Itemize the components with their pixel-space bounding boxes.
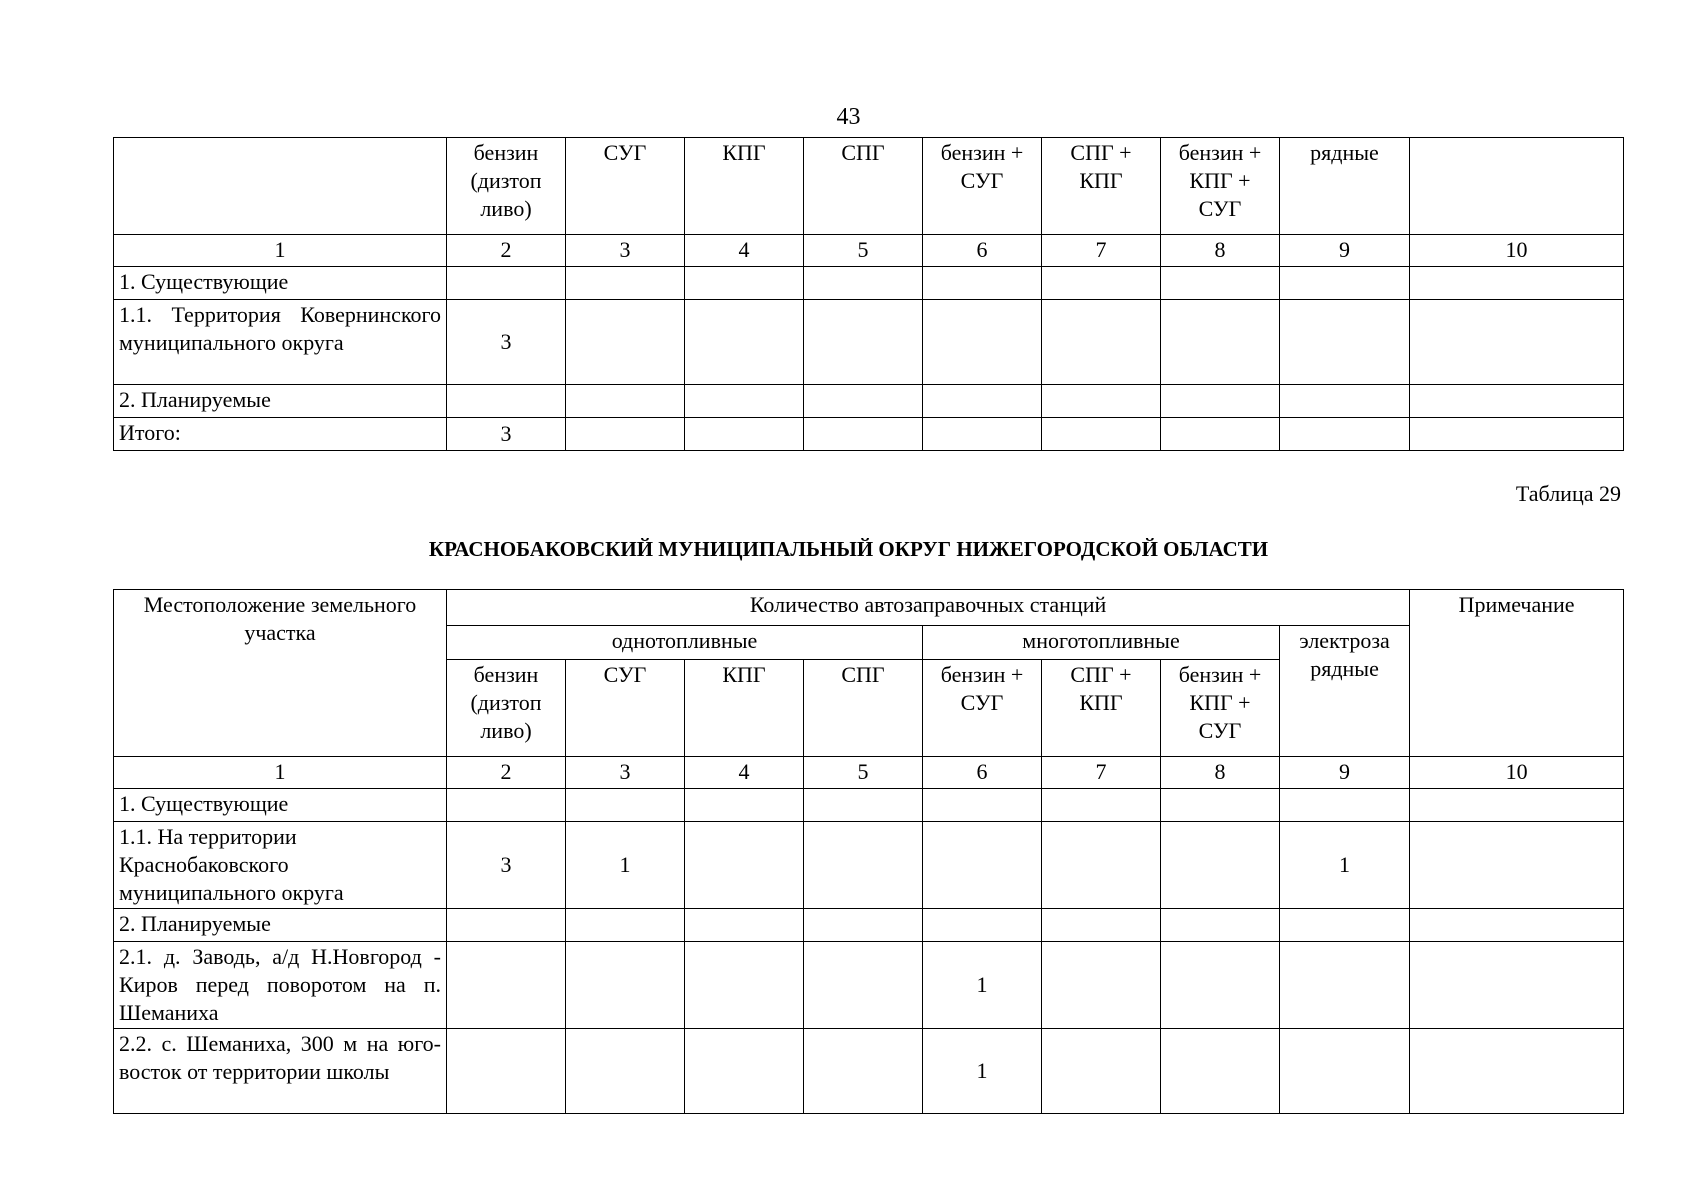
single-fuel-header: однотопливные — [447, 626, 923, 660]
table-cell — [1042, 1029, 1161, 1114]
table-cell — [685, 909, 804, 942]
column-number: 9 — [1280, 757, 1410, 789]
table-cell — [685, 300, 804, 385]
table-cell — [566, 1029, 685, 1114]
table-cell — [1042, 385, 1161, 418]
column-number: 3 — [566, 757, 685, 789]
fuel-type-header: бензин (дизтоп ливо) — [447, 660, 566, 757]
page-number: 43 — [836, 104, 861, 130]
header-cell — [1410, 138, 1624, 235]
table-cell — [804, 1029, 923, 1114]
table-cell — [566, 385, 685, 418]
table-cell — [566, 942, 685, 1029]
table-cell: 3 — [447, 300, 566, 385]
header-cell: СПГ + КПГ — [1042, 138, 1161, 235]
header-cell: КПГ — [685, 138, 804, 235]
table-cell — [1280, 909, 1410, 942]
table-cell — [1042, 909, 1161, 942]
table-cell — [923, 789, 1042, 822]
header-cell: СПГ — [804, 138, 923, 235]
location-header: Местоположение земельного участка — [114, 590, 447, 757]
table-cell — [685, 385, 804, 418]
column-number-row — [114, 757, 1624, 789]
table-cell — [1410, 1029, 1624, 1114]
table-cell — [685, 942, 804, 1029]
table-cell — [923, 418, 1042, 451]
table-cell: 1 — [923, 942, 1042, 1029]
table-cell — [566, 789, 685, 822]
row-label: 1.1. На территории Краснобаковского муниципального округа — [114, 822, 447, 909]
table-cell — [923, 909, 1042, 942]
fuel-type-header: СПГ — [804, 660, 923, 757]
column-number: 8 — [1161, 757, 1280, 789]
column-number: 4 — [685, 757, 804, 789]
fuel-type-header: бензин + СУГ — [923, 660, 1042, 757]
table-cell — [1280, 385, 1410, 418]
table-cell — [1161, 300, 1280, 385]
row-label: 1. Существующие — [114, 267, 447, 300]
column-number: 2 — [447, 235, 566, 267]
table-cell — [1161, 909, 1280, 942]
column-number: 3 — [566, 235, 685, 267]
count-header: Количество автозаправочных станций — [447, 590, 1410, 626]
fuel-type-header: СПГ + КПГ — [1042, 660, 1161, 757]
table-cell — [1410, 789, 1624, 822]
table-cell — [1042, 418, 1161, 451]
table-cell — [685, 1029, 804, 1114]
column-number: 2 — [447, 757, 566, 789]
row-label: 2.2. с. Шеманиха, 300 м на юго-восток от территории школы — [114, 1029, 447, 1114]
column-number: 10 — [1410, 235, 1624, 267]
table-cell: 1 — [566, 822, 685, 909]
table-cell — [447, 942, 566, 1029]
table-cell — [1410, 942, 1624, 1029]
column-number-row — [114, 235, 1624, 267]
table-cell: 1 — [923, 1029, 1042, 1114]
column-number: 5 — [804, 235, 923, 267]
table-cell — [685, 418, 804, 451]
table-cell — [1410, 418, 1624, 451]
table-cell — [566, 300, 685, 385]
table-cell — [566, 267, 685, 300]
table-cell: 1 — [1280, 822, 1410, 909]
table-row — [114, 942, 1624, 1029]
table-cell — [1280, 789, 1410, 822]
multi-fuel-header: многотопливные — [923, 626, 1280, 660]
table-row — [114, 909, 1624, 942]
table-cell — [685, 822, 804, 909]
table-row — [114, 267, 1624, 300]
table-cell — [804, 385, 923, 418]
note-header: Примечание — [1410, 590, 1624, 757]
table-row — [114, 789, 1624, 822]
table-cell — [1161, 822, 1280, 909]
row-label: 2. Планируемые — [114, 909, 447, 942]
table-cell — [1410, 267, 1624, 300]
table-cell — [1280, 300, 1410, 385]
column-number: 4 — [685, 235, 804, 267]
table-cell — [804, 822, 923, 909]
table-row — [114, 822, 1624, 909]
table-row — [114, 1029, 1624, 1114]
table-cell — [804, 942, 923, 1029]
table-cell — [1161, 942, 1280, 1029]
table-cell — [1410, 385, 1624, 418]
column-number: 9 — [1280, 235, 1410, 267]
table-cell — [685, 267, 804, 300]
header-cell: бензин (дизтоп ливо) — [447, 138, 566, 235]
table-cell — [447, 1029, 566, 1114]
table-cell — [1042, 267, 1161, 300]
fuel-type-header: СУГ — [566, 660, 685, 757]
table-cell — [1161, 385, 1280, 418]
table-cell — [685, 789, 804, 822]
table-cell — [1280, 418, 1410, 451]
column-number: 1 — [114, 235, 447, 267]
fuel-type-header: бензин + КПГ + СУГ — [1161, 660, 1280, 757]
header-cell: рядные — [1280, 138, 1410, 235]
table-cell — [1280, 267, 1410, 300]
table-cell — [1042, 822, 1161, 909]
header-row — [114, 138, 1624, 235]
table-cell — [1042, 789, 1161, 822]
table-cell — [1161, 789, 1280, 822]
gas-station-table-continued — [113, 137, 1624, 451]
table-cell: 3 — [447, 418, 566, 451]
table-cell — [447, 267, 566, 300]
table-cell — [1280, 942, 1410, 1029]
table-cell — [804, 789, 923, 822]
table-cell — [1161, 418, 1280, 451]
header-cell — [114, 138, 447, 235]
table-row — [114, 300, 1624, 385]
table-cell — [1042, 942, 1161, 1029]
table-cell — [1410, 909, 1624, 942]
table-cell — [923, 267, 1042, 300]
table-cell — [923, 822, 1042, 909]
region-title: КРАСНОБАКОВСКИЙ МУНИЦИПАЛЬНЫЙ ОКРУГ НИЖЕГОРОДСКОЙ ОБЛАСТИ — [428, 537, 1269, 561]
column-number: 7 — [1042, 757, 1161, 789]
table-cell — [1161, 267, 1280, 300]
gas-station-table — [113, 589, 1624, 1114]
table-cell — [566, 418, 685, 451]
header-cell: СУГ — [566, 138, 685, 235]
table-cell: 3 — [447, 822, 566, 909]
table-cell — [1042, 300, 1161, 385]
column-number: 5 — [804, 757, 923, 789]
header-row — [114, 590, 1624, 626]
row-label: 2. Планируемые — [114, 385, 447, 418]
column-number: 8 — [1161, 235, 1280, 267]
fuel-type-header: КПГ — [685, 660, 804, 757]
table-cell — [1161, 1029, 1280, 1114]
column-number: 6 — [923, 235, 1042, 267]
column-number: 1 — [114, 757, 447, 789]
table-cell — [804, 418, 923, 451]
header-cell: бензин + СУГ — [923, 138, 1042, 235]
table-cell — [923, 385, 1042, 418]
table-cell — [1280, 1029, 1410, 1114]
table-cell — [447, 385, 566, 418]
table-caption: Таблица 29 — [1515, 481, 1621, 506]
column-number: 6 — [923, 757, 1042, 789]
column-number: 10 — [1410, 757, 1624, 789]
table-cell — [804, 267, 923, 300]
electric-header: электроза рядные — [1280, 626, 1410, 757]
table-cell — [1410, 822, 1624, 909]
table-cell — [566, 909, 685, 942]
row-label: 2.1. д. Заводь, а/д Н.Новгород - Киров перед поворотом на п. Шеманиха — [114, 942, 447, 1029]
table-row — [114, 385, 1624, 418]
table-cell — [447, 909, 566, 942]
row-label: Итого: — [114, 418, 447, 451]
total-row — [114, 418, 1624, 451]
row-label: 1.1. Территория Ковернинского муниципального округа — [114, 300, 447, 385]
table-cell — [1410, 300, 1624, 385]
table-cell — [804, 300, 923, 385]
table-cell — [447, 789, 566, 822]
column-number: 7 — [1042, 235, 1161, 267]
table-cell — [804, 909, 923, 942]
header-cell: бензин + КПГ + СУГ — [1161, 138, 1280, 235]
table-cell — [923, 300, 1042, 385]
row-label: 1. Существующие — [114, 789, 447, 822]
